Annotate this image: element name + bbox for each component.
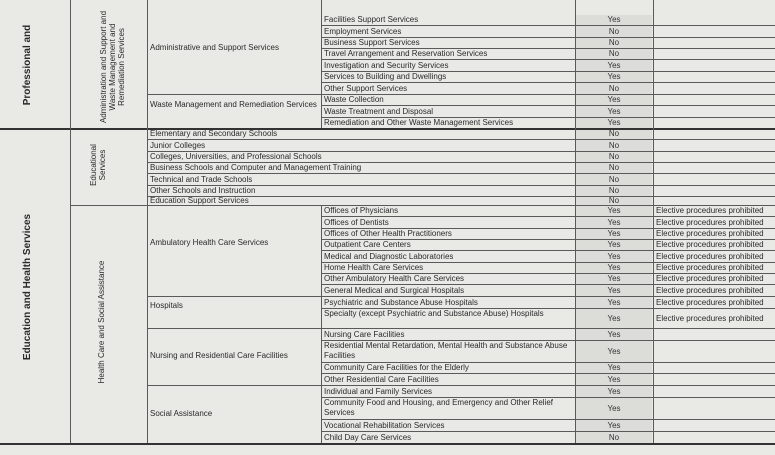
grid-line bbox=[321, 25, 775, 26]
sector-divider bbox=[0, 128, 775, 130]
status-value: No bbox=[576, 38, 652, 48]
grid-line bbox=[321, 308, 775, 309]
status-note bbox=[654, 95, 775, 105]
status-note bbox=[654, 374, 775, 385]
status-value: Yes bbox=[576, 297, 652, 308]
status-note bbox=[654, 38, 775, 48]
status-value: Yes bbox=[576, 263, 652, 273]
status-value: No bbox=[576, 26, 652, 37]
grid-line bbox=[321, 228, 775, 229]
industry-name: Business Support Services bbox=[324, 38, 420, 47]
grid-line bbox=[321, 82, 775, 83]
status-value: Yes bbox=[576, 229, 652, 239]
industry-name: Facilities Support Services bbox=[324, 15, 419, 24]
industry-name: Community Care Facilities for the Elderly bbox=[324, 363, 469, 372]
grid-line bbox=[321, 419, 775, 420]
status-value: Yes bbox=[576, 206, 652, 216]
group-label-admin-support: Administrative and Support Services bbox=[150, 43, 279, 52]
grid-line bbox=[321, 373, 775, 374]
status-note bbox=[654, 197, 775, 205]
status-value: Yes bbox=[576, 398, 652, 419]
subsector-label-health-social: Health Care and Social Assistance bbox=[97, 260, 106, 384]
status-note bbox=[654, 49, 775, 59]
status-note bbox=[654, 106, 775, 117]
grid-line bbox=[321, 239, 775, 240]
status-value: Yes bbox=[576, 285, 652, 296]
status-note: Elective procedures prohibited bbox=[656, 240, 764, 249]
industry-name: Employment Services bbox=[324, 27, 402, 36]
grid-line bbox=[321, 250, 775, 251]
group-label-nursing: Nursing and Residential Care Facilities bbox=[150, 351, 288, 360]
grid-line bbox=[321, 340, 775, 341]
status-value: Yes bbox=[576, 118, 652, 128]
status-value: No bbox=[576, 432, 652, 443]
status-value: No bbox=[576, 49, 652, 59]
column-line bbox=[575, 0, 576, 443]
column-line bbox=[147, 0, 148, 443]
status-note bbox=[654, 329, 775, 340]
group-label-waste-management: Waste Management and Remediation Services bbox=[150, 100, 317, 109]
industry-name: Technical and Trade Schools bbox=[150, 175, 253, 184]
status-value: No bbox=[576, 83, 652, 94]
industry-name: Remediation and Other Waste Management Services bbox=[324, 118, 514, 127]
status-note bbox=[654, 398, 775, 419]
industry-name: Elementary and Secondary Schools bbox=[150, 129, 278, 138]
status-note: Elective procedures prohibited bbox=[656, 229, 764, 238]
status-value: Yes bbox=[576, 15, 652, 25]
grid-line bbox=[147, 139, 775, 140]
status-note bbox=[654, 129, 775, 139]
status-value: No bbox=[576, 140, 652, 151]
industry-name: Education Support Services bbox=[150, 197, 249, 205]
status-note: Elective procedures prohibited bbox=[656, 314, 764, 323]
status-value: Yes bbox=[576, 95, 652, 105]
status-note bbox=[654, 341, 775, 362]
status-value: Yes bbox=[576, 386, 652, 397]
group-label-hospitals: Hospitals bbox=[150, 301, 183, 310]
grid-line bbox=[321, 71, 775, 72]
industry-name: Vocational Rehabilitation Services bbox=[324, 421, 445, 430]
grid-line bbox=[321, 37, 775, 38]
industry-name: Nursing Care Facilities bbox=[324, 330, 405, 339]
industry-name: Other Schools and Instruction bbox=[150, 186, 256, 195]
status-note: Elective procedures prohibited bbox=[656, 286, 764, 295]
status-value: Yes bbox=[576, 363, 652, 373]
subsector-label-educational: Educational Services bbox=[89, 144, 107, 186]
industry-name: Other Residential Care Facilities bbox=[324, 375, 439, 384]
status-note bbox=[654, 432, 775, 443]
status-note: Elective procedures prohibited bbox=[656, 263, 764, 272]
status-value: Yes bbox=[576, 106, 652, 117]
industry-name: Medical and Diagnostic Laboratories bbox=[324, 252, 454, 261]
industry-name: Waste Treatment and Disposal bbox=[324, 107, 434, 116]
grid-line bbox=[321, 431, 775, 432]
status-note bbox=[654, 363, 775, 373]
grid-line bbox=[321, 105, 775, 106]
industry-name: Waste Collection bbox=[324, 95, 384, 104]
column-line bbox=[321, 0, 322, 128]
status-note bbox=[654, 152, 775, 162]
sector-label-professional: Professional and bbox=[22, 24, 33, 106]
status-value: No bbox=[576, 129, 652, 139]
grid-line bbox=[321, 273, 775, 274]
status-value: No bbox=[576, 197, 652, 205]
status-value: Yes bbox=[576, 329, 652, 340]
grid-line bbox=[321, 117, 775, 118]
industry-name: Junior Colleges bbox=[150, 141, 206, 150]
table-bottom bbox=[0, 443, 775, 445]
status-note bbox=[654, 15, 775, 25]
status-note bbox=[654, 72, 775, 82]
group-divider bbox=[147, 94, 775, 95]
status-note bbox=[654, 83, 775, 94]
industry-name: Psychiatric and Substance Abuse Hospitals bbox=[324, 298, 478, 307]
grid-line bbox=[321, 262, 775, 263]
status-note bbox=[654, 118, 775, 128]
grid-line bbox=[147, 196, 775, 197]
group-label-social-assistance: Social Assistance bbox=[150, 409, 213, 418]
status-note bbox=[654, 386, 775, 397]
group-divider bbox=[147, 296, 775, 297]
grid-line bbox=[147, 185, 775, 186]
industry-name: Individual and Family Services bbox=[324, 387, 433, 396]
status-note bbox=[654, 60, 775, 71]
subsector-label-admin-waste: Administration and Support and Waste Management and Remediation Services bbox=[99, 10, 126, 124]
industry-name: Offices of Other Health Practitioners bbox=[324, 229, 452, 238]
status-note bbox=[654, 163, 775, 173]
status-value: Yes bbox=[576, 309, 652, 328]
sector-label-education-health: Education and Health Services bbox=[22, 213, 33, 361]
status-value: No bbox=[576, 152, 652, 162]
status-note: Elective procedures prohibited bbox=[656, 206, 764, 215]
status-value: Yes bbox=[576, 420, 652, 431]
grid-line bbox=[321, 397, 775, 398]
status-note bbox=[654, 186, 775, 196]
status-value: No bbox=[576, 163, 652, 173]
status-value: Yes bbox=[576, 60, 652, 71]
column-line bbox=[321, 205, 322, 443]
industry-name: Offices of Physicians bbox=[324, 206, 399, 215]
grid-line bbox=[321, 216, 775, 217]
grid-line bbox=[321, 284, 775, 285]
industry-name: Investigation and Security Services bbox=[324, 61, 449, 70]
subsector-divider bbox=[70, 205, 775, 206]
status-value: Yes bbox=[576, 274, 652, 284]
industry-name: Residential Mental Retardation, Mental Health and Substance Abuse Facilities bbox=[324, 341, 568, 360]
industry-name: Offices of Dentists bbox=[324, 218, 389, 227]
status-note: Elective procedures prohibited bbox=[656, 218, 764, 227]
status-note: Elective procedures prohibited bbox=[656, 274, 764, 283]
grid-line bbox=[321, 48, 775, 49]
grid-line bbox=[147, 151, 775, 152]
industry-name: Specialty (except Psychiatric and Substance Abuse) Hospitals bbox=[324, 309, 544, 318]
group-divider bbox=[147, 328, 775, 329]
status-note: Elective procedures prohibited bbox=[656, 252, 764, 261]
column-line bbox=[70, 0, 71, 443]
status-value: No bbox=[576, 174, 652, 185]
status-value: Yes bbox=[576, 72, 652, 82]
industry-name: Services to Building and Dwellings bbox=[324, 72, 447, 81]
status-note: Elective procedures prohibited bbox=[656, 298, 764, 307]
status-note bbox=[654, 420, 775, 431]
grid-line bbox=[321, 59, 775, 60]
industry-name: Other Support Services bbox=[324, 84, 408, 93]
status-value: Yes bbox=[576, 240, 652, 250]
status-value: Yes bbox=[576, 374, 652, 385]
status-value: Yes bbox=[576, 341, 652, 362]
column-line bbox=[653, 0, 654, 443]
industry-name: Other Ambulatory Health Care Services bbox=[324, 274, 465, 283]
status-note bbox=[654, 26, 775, 37]
status-note bbox=[654, 140, 775, 151]
grid-line bbox=[147, 173, 775, 174]
group-label-ambulatory: Ambulatory Health Care Services bbox=[150, 238, 269, 247]
industry-name: Home Health Care Services bbox=[324, 263, 424, 272]
grid-line bbox=[321, 362, 775, 363]
industry-name: General Medical and Surgical Hospitals bbox=[324, 286, 465, 295]
status-note bbox=[654, 174, 775, 185]
industry-name: Colleges, Universities, and Professional Schools bbox=[150, 152, 322, 161]
industry-name: Business Schools and Computer and Management Training bbox=[150, 163, 362, 172]
group-divider bbox=[147, 385, 775, 386]
grid-line bbox=[147, 162, 775, 163]
industry-name: Outpatient Care Centers bbox=[324, 240, 411, 249]
industry-name: Community Food and Housing, and Emergency and Other Relief Services bbox=[324, 398, 554, 417]
industry-name: Child Day Care Services bbox=[324, 433, 412, 442]
industry-name: Travel Arrangement and Reservation Services bbox=[324, 49, 488, 58]
status-value: Yes bbox=[576, 217, 652, 228]
status-value: Yes bbox=[576, 251, 652, 262]
status-value: No bbox=[576, 186, 652, 196]
